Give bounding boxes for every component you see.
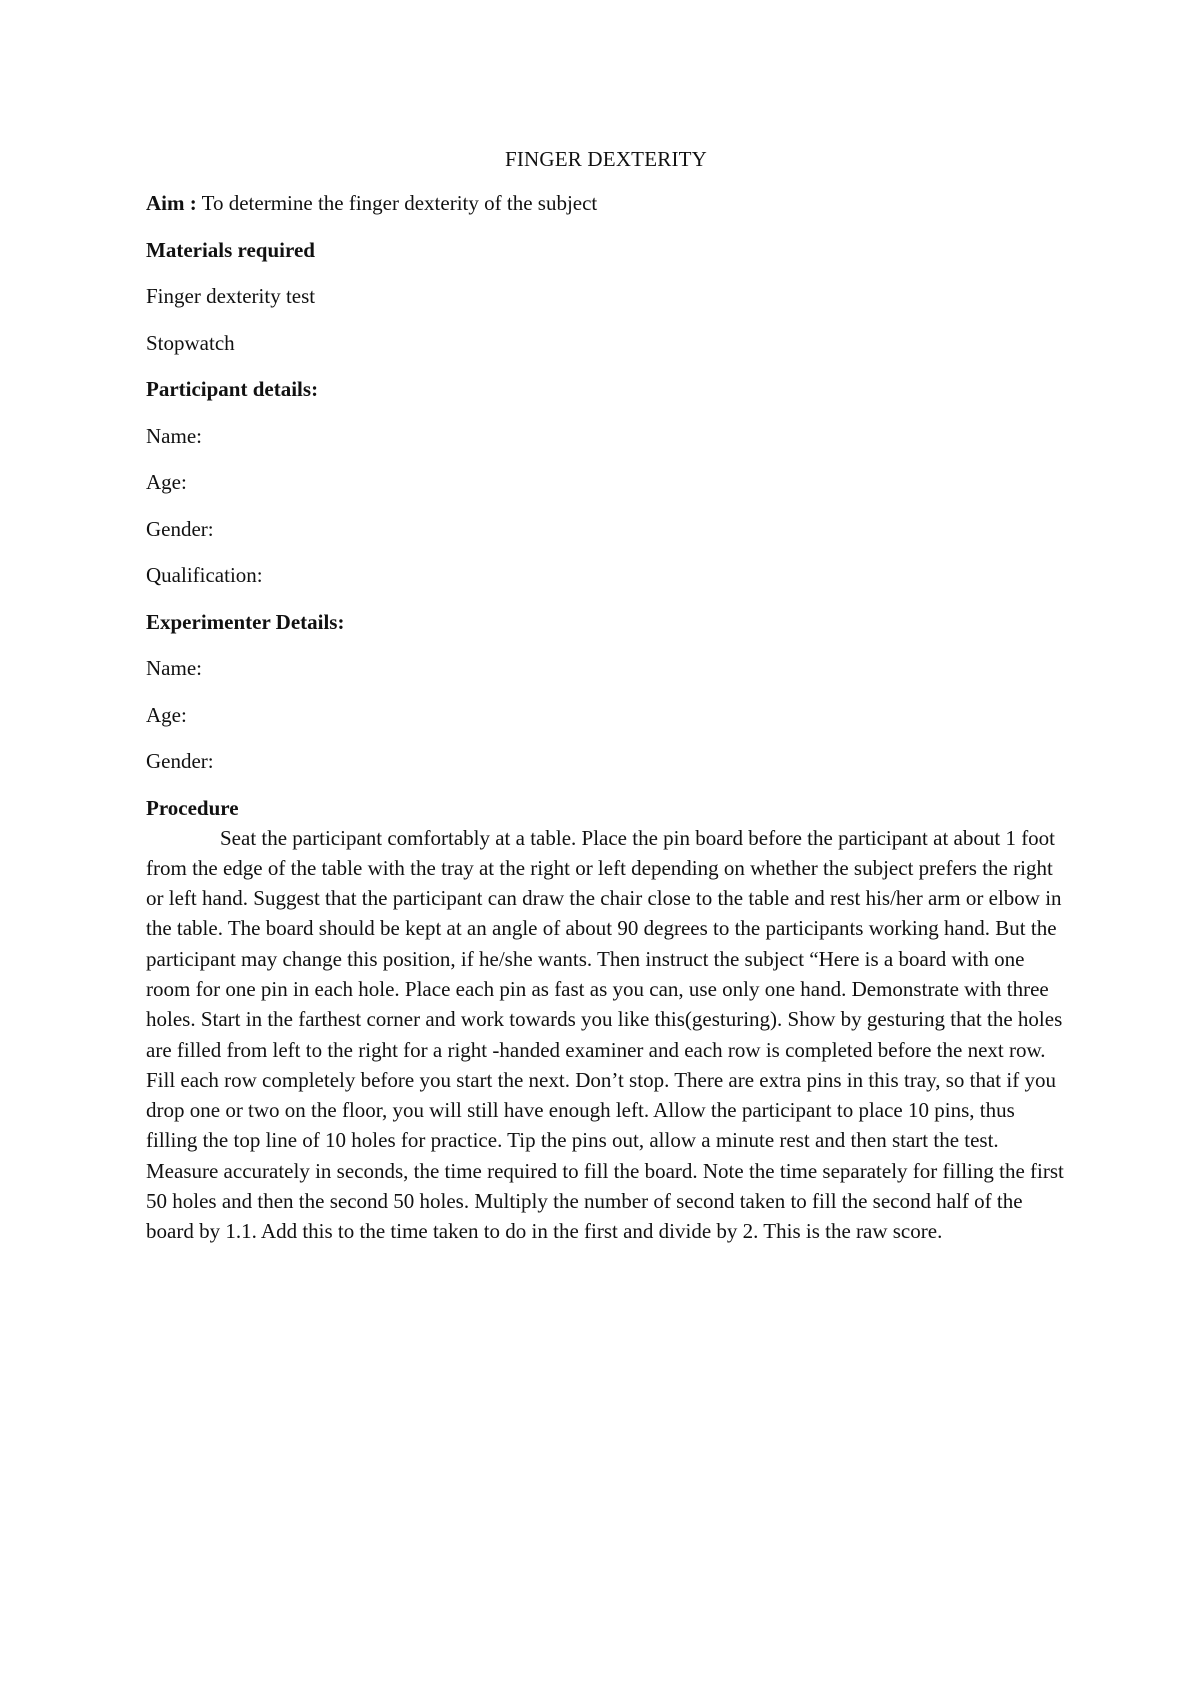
procedure-heading: Procedure — [146, 795, 239, 820]
materials-item: Finger dexterity test — [146, 284, 316, 308]
participant-name-field: Name: — [146, 423, 202, 448]
document-body — [146, 144, 1066, 1247]
materials-item: Stopwatch — [146, 330, 235, 355]
experimenter-age-field: Age: — [146, 702, 187, 727]
experimenter-gender-field: Gender: — [146, 749, 214, 773]
experimenter-name-field: Name: — [146, 656, 202, 680]
experimenter-heading: Experimenter Details: — [146, 609, 345, 634]
materials-heading: Materials required — [146, 237, 315, 262]
document-title: FINGER DEXTERITY — [504, 147, 708, 171]
aim-text: To determine the finger dexterity of the subject — [196, 191, 598, 215]
participant-qualification-field: Qualification: — [146, 563, 263, 587]
aim-label: Aim : — [146, 191, 197, 215]
participant-gender-field: Gender: — [146, 516, 214, 541]
procedure-paragraph: Seat the participant comfortably at a table. Place the pin board before the participant at about 1 foot from the edge of the table with the tray at the right or left depending on whether the subject prefers the right or left hand. Suggest that the participant can draw the chair close to the table and rest his/her arm or elbow in the table. The board should be kept at an angle of about 90 degrees to the participants working hand. But the participant may change this position, if he/she wants. Then instruct the subject “Here is a board with one room for one pin in each hole. Place each pin as fast as you can, use only one hand. Demonstrate with three holes. Start in the farthest corner and work towards you like this(gesturing). Show by gesturing that the holes are filled from left to the right for a right -handed examiner and each row is completed before the next row. Fill each row completely before you start the next. Don’t stop. There are extra pins in this tray, so that if you drop one or two on the floor, you will still have enough left. Allow the participant to place 10 pins, thus filling the top line of 10 holes for practice. Tip the pins out, allow a minute rest and then start the test. Measure accurately in seconds, the time required to fill the board. Note the time separately for filling the first 50 holes and then the second 50 holes. Multiply the number of second taken to fill the second half of the board by 1.1. Add this to the time taken to do in the first and divide by 2. This is the raw score. — [146, 825, 1064, 1244]
participant-heading: Participant details: — [146, 377, 319, 401]
participant-age-field: Age: — [146, 470, 187, 494]
aim-line — [146, 188, 1066, 218]
